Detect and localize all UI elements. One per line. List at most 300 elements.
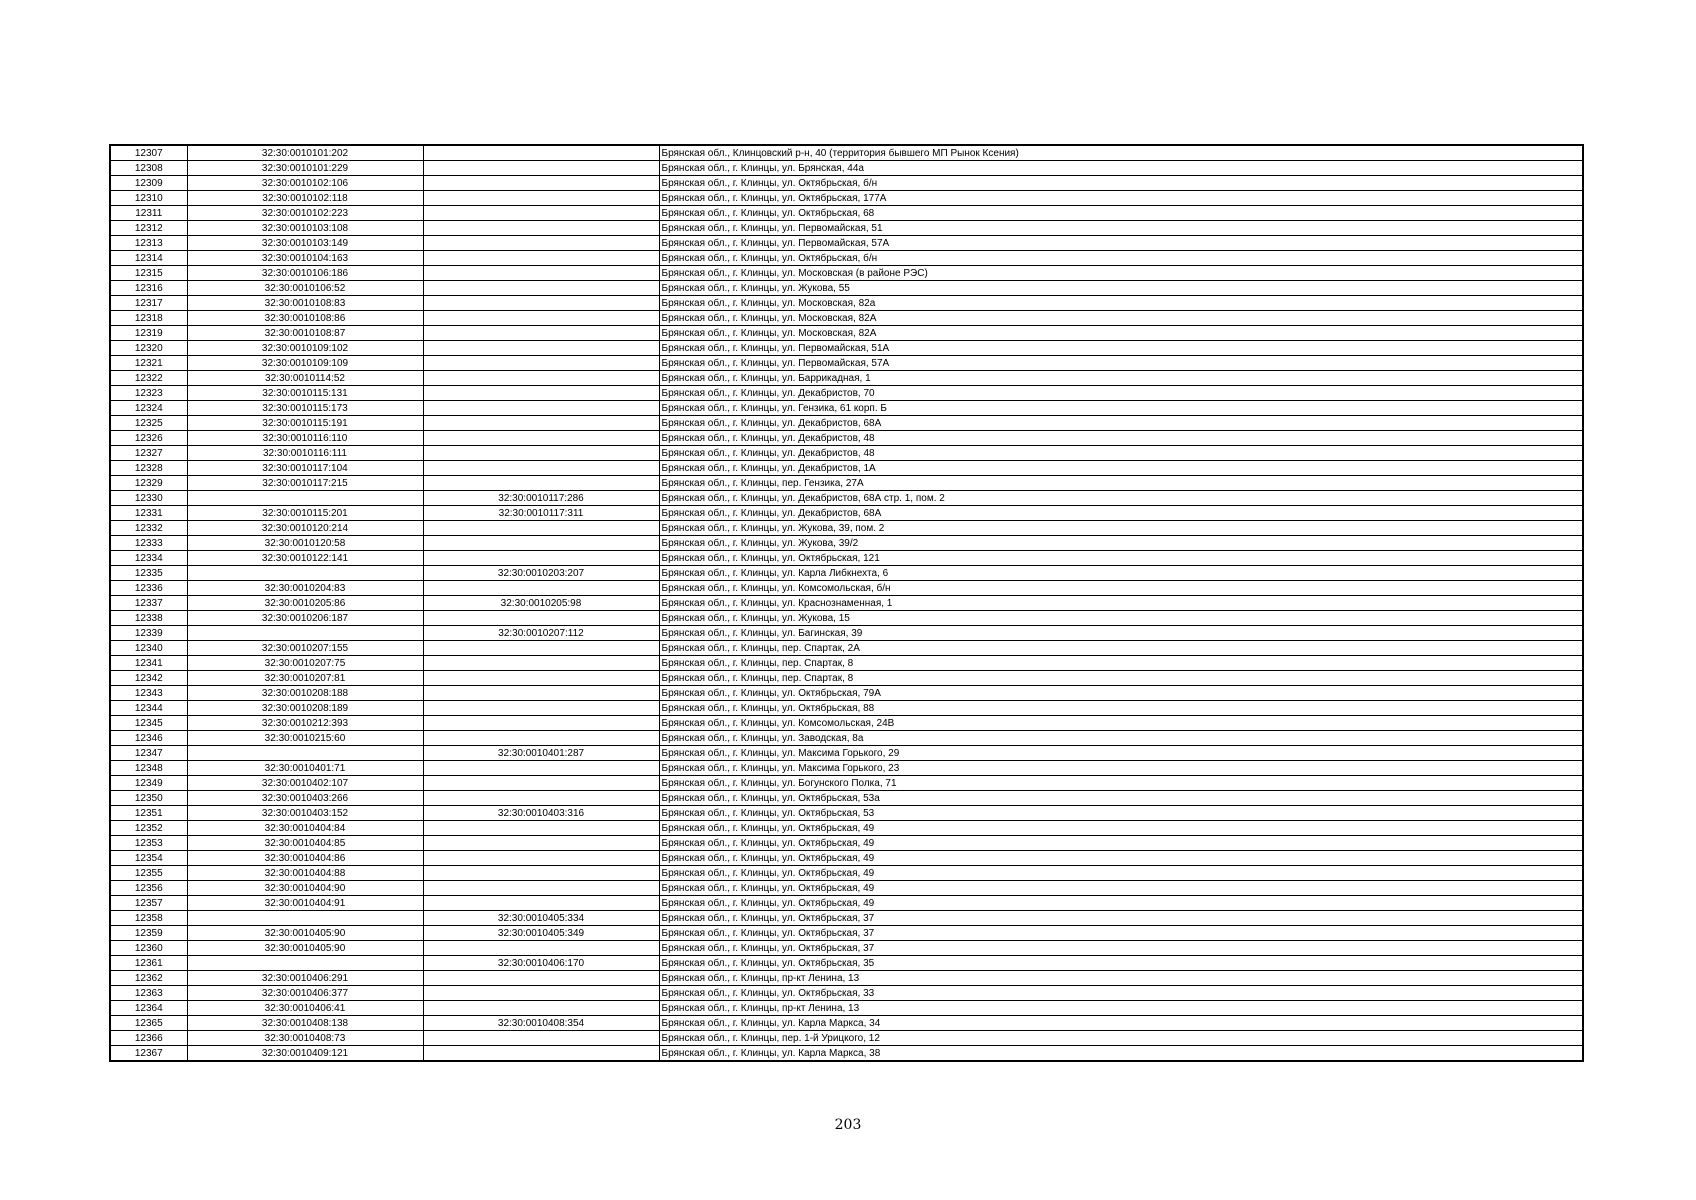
table-row (110, 761, 1583, 776)
table-row (110, 716, 1583, 731)
address-cell: Брянская обл., г. Клинцы, ул. Московская, 82а (659, 296, 1583, 311)
table-row (110, 821, 1583, 836)
cadastral-number-cell: 32:30:0010205:86 (187, 596, 423, 611)
address-cell: Брянская обл., г. Клинцы, ул. Декабристов, 1А (659, 461, 1583, 476)
related-cadastral-number-cell (423, 476, 659, 491)
row-number-cell: 12364 (110, 1001, 187, 1016)
table-row (110, 866, 1583, 881)
cadastral-number-cell: 32:30:0010115:173 (187, 401, 423, 416)
address-cell: Брянская обл., г. Клинцы, ул. Октябрьская, 68 (659, 206, 1583, 221)
row-number-cell: 12362 (110, 971, 187, 986)
related-cadastral-number-cell (423, 266, 659, 281)
table-row (110, 341, 1583, 356)
table-row (110, 656, 1583, 671)
row-number-cell: 12309 (110, 176, 187, 191)
address-cell: Брянская обл., г. Клинцы, ул. Краснознаменная, 1 (659, 596, 1583, 611)
related-cadastral-number-cell (423, 251, 659, 266)
cadastral-number-cell: 32:30:0010204:83 (187, 581, 423, 596)
row-number-cell: 12311 (110, 206, 187, 221)
address-cell: Брянская обл., г. Клинцы, ул. Октябрьская, 121 (659, 551, 1583, 566)
cadastral-number-cell: 32:30:0010109:102 (187, 341, 423, 356)
related-cadastral-number-cell: 32:30:0010117:286 (423, 491, 659, 506)
table-row (110, 1031, 1583, 1046)
related-cadastral-number-cell (423, 176, 659, 191)
cadastral-number-cell: 32:30:0010212:393 (187, 716, 423, 731)
cadastral-number-cell: 32:30:0010403:266 (187, 791, 423, 806)
related-cadastral-number-cell (423, 191, 659, 206)
address-cell: Брянская обл., г. Клинцы, ул. Карла Либкнехта, 6 (659, 566, 1583, 581)
row-number-cell: 12345 (110, 716, 187, 731)
address-cell: Брянская обл., г. Клинцы, ул. Октябрьская, 53 (659, 806, 1583, 821)
related-cadastral-number-cell (423, 941, 659, 956)
table-row (110, 911, 1583, 926)
related-cadastral-number-cell (423, 236, 659, 251)
address-cell: Брянская обл., г. Клинцы, ул. Октябрьская, 79А (659, 686, 1583, 701)
related-cadastral-number-cell (423, 551, 659, 566)
address-cell: Брянская обл., г. Клинцы, ул. Декабристов, 68А стр. 1, пом. 2 (659, 491, 1583, 506)
related-cadastral-number-cell (423, 716, 659, 731)
related-cadastral-number-cell: 32:30:0010203:207 (423, 566, 659, 581)
address-cell: Брянская обл., г. Клинцы, ул. Максима Горького, 23 (659, 761, 1583, 776)
table-row (110, 536, 1583, 551)
address-cell: Брянская обл., г. Клинцы, ул. Октябрьская, 35 (659, 956, 1583, 971)
cadastral-number-cell: 32:30:0010404:88 (187, 866, 423, 881)
row-number-cell: 12360 (110, 941, 187, 956)
related-cadastral-number-cell: 32:30:0010405:334 (423, 911, 659, 926)
cadastral-number-cell: 32:30:0010102:223 (187, 206, 423, 221)
related-cadastral-number-cell (423, 896, 659, 911)
related-cadastral-number-cell (423, 431, 659, 446)
row-number-cell: 12320 (110, 341, 187, 356)
related-cadastral-number-cell (423, 701, 659, 716)
row-number-cell: 12335 (110, 566, 187, 581)
cadastral-number-cell: 32:30:0010116:110 (187, 431, 423, 446)
related-cadastral-number-cell (423, 851, 659, 866)
table-row (110, 506, 1583, 521)
address-cell: Брянская обл., г. Клинцы, ул. Гензика, 61 корп. Б (659, 401, 1583, 416)
table-row (110, 446, 1583, 461)
cadastral-number-cell: 32:30:0010207:75 (187, 656, 423, 671)
row-number-cell: 12327 (110, 446, 187, 461)
related-cadastral-number-cell: 32:30:0010401:287 (423, 746, 659, 761)
row-number-cell: 12366 (110, 1031, 187, 1046)
cadastral-number-cell (187, 566, 423, 581)
cadastral-number-cell: 32:30:0010208:188 (187, 686, 423, 701)
table-row (110, 926, 1583, 941)
row-number-cell: 12333 (110, 536, 187, 551)
table-row (110, 971, 1583, 986)
address-cell: Брянская обл., г. Клинцы, ул. Московская, 82А (659, 326, 1583, 341)
table-row (110, 311, 1583, 326)
related-cadastral-number-cell (423, 776, 659, 791)
row-number-cell: 12326 (110, 431, 187, 446)
related-cadastral-number-cell (423, 1001, 659, 1016)
cadastral-number-cell: 32:30:0010115:201 (187, 506, 423, 521)
row-number-cell: 12350 (110, 791, 187, 806)
related-cadastral-number-cell (423, 371, 659, 386)
cadastral-number-cell: 32:30:0010403:152 (187, 806, 423, 821)
row-number-cell: 12358 (110, 911, 187, 926)
related-cadastral-number-cell (423, 881, 659, 896)
address-cell: Брянская обл., Клинцовский р-н, 40 (территория бывшего МП Рынок Ксения) (659, 145, 1583, 161)
address-cell: Брянская обл., г. Клинцы, пр-кт Ленина, 13 (659, 971, 1583, 986)
cadastral-number-cell: 32:30:0010108:86 (187, 311, 423, 326)
address-cell: Брянская обл., г. Клинцы, ул. Жукова, 55 (659, 281, 1583, 296)
address-cell: Брянская обл., г. Клинцы, пер. 1-й Урицкого, 12 (659, 1031, 1583, 1046)
related-cadastral-number-cell (423, 145, 659, 161)
cadastral-number-cell: 32:30:0010106:52 (187, 281, 423, 296)
related-cadastral-number-cell (423, 416, 659, 431)
cadastral-number-cell: 32:30:0010402:107 (187, 776, 423, 791)
cadastral-number-cell: 32:30:0010103:108 (187, 221, 423, 236)
cadastral-number-cell: 32:30:0010215:60 (187, 731, 423, 746)
table-row (110, 176, 1583, 191)
row-number-cell: 12313 (110, 236, 187, 251)
table-row (110, 206, 1583, 221)
row-number-cell: 12356 (110, 881, 187, 896)
table-row (110, 326, 1583, 341)
table-row (110, 1046, 1583, 1062)
address-cell: Брянская обл., г. Клинцы, ул. Октябрьская, 49 (659, 896, 1583, 911)
related-cadastral-number-cell (423, 401, 659, 416)
table-row (110, 431, 1583, 446)
cadastral-number-cell: 32:30:0010101:202 (187, 145, 423, 161)
cadastral-number-cell: 32:30:0010120:58 (187, 536, 423, 551)
row-number-cell: 12321 (110, 356, 187, 371)
table-row (110, 941, 1583, 956)
address-cell: Брянская обл., г. Клинцы, ул. Октябрьская, 37 (659, 911, 1583, 926)
row-number-cell: 12332 (110, 521, 187, 536)
table-row (110, 191, 1583, 206)
cadastral-number-cell (187, 626, 423, 641)
address-cell: Брянская обл., г. Клинцы, ул. Октябрьская, б/н (659, 251, 1583, 266)
cadastral-number-cell: 32:30:0010106:186 (187, 266, 423, 281)
related-cadastral-number-cell (423, 1031, 659, 1046)
related-cadastral-number-cell (423, 821, 659, 836)
row-number-cell: 12334 (110, 551, 187, 566)
cadastral-number-cell: 32:30:0010109:109 (187, 356, 423, 371)
row-number-cell: 12363 (110, 986, 187, 1001)
address-cell: Брянская обл., г. Клинцы, пер. Спартак, 2А (659, 641, 1583, 656)
table-row (110, 596, 1583, 611)
related-cadastral-number-cell (423, 386, 659, 401)
row-number-cell: 12312 (110, 221, 187, 236)
cadastral-number-cell (187, 956, 423, 971)
address-cell: Брянская обл., г. Клинцы, ул. Первомайская, 51 (659, 221, 1583, 236)
cadastral-number-cell: 32:30:0010408:138 (187, 1016, 423, 1031)
related-cadastral-number-cell (423, 656, 659, 671)
related-cadastral-number-cell: 32:30:0010406:170 (423, 956, 659, 971)
row-number-cell: 12342 (110, 671, 187, 686)
address-cell: Брянская обл., г. Клинцы, ул. Декабристов, 68А (659, 416, 1583, 431)
address-cell: Брянская обл., г. Клинцы, ул. Брянская, 44а (659, 161, 1583, 176)
related-cadastral-number-cell (423, 446, 659, 461)
table-row (110, 881, 1583, 896)
table-row (110, 461, 1583, 476)
row-number-cell: 12340 (110, 641, 187, 656)
related-cadastral-number-cell (423, 326, 659, 341)
cadastral-number-cell: 32:30:0010120:214 (187, 521, 423, 536)
related-cadastral-number-cell (423, 296, 659, 311)
row-number-cell: 12357 (110, 896, 187, 911)
cadastral-number-cell (187, 911, 423, 926)
related-cadastral-number-cell (423, 311, 659, 326)
row-number-cell: 12347 (110, 746, 187, 761)
table-row (110, 776, 1583, 791)
table-row (110, 356, 1583, 371)
cadastral-number-cell: 32:30:0010122:141 (187, 551, 423, 566)
cadastral-number-cell: 32:30:0010208:189 (187, 701, 423, 716)
related-cadastral-number-cell (423, 206, 659, 221)
related-cadastral-number-cell: 32:30:0010405:349 (423, 926, 659, 941)
table-row (110, 956, 1583, 971)
address-cell: Брянская обл., г. Клинцы, пер. Спартак, 8 (659, 671, 1583, 686)
table-row (110, 416, 1583, 431)
row-number-cell: 12308 (110, 161, 187, 176)
address-cell: Брянская обл., г. Клинцы, ул. Карла Маркса, 38 (659, 1046, 1583, 1062)
row-number-cell: 12365 (110, 1016, 187, 1031)
related-cadastral-number-cell (423, 686, 659, 701)
related-cadastral-number-cell: 32:30:0010205:98 (423, 596, 659, 611)
cadastral-number-cell: 32:30:0010406:377 (187, 986, 423, 1001)
row-number-cell: 12325 (110, 416, 187, 431)
row-number-cell: 12324 (110, 401, 187, 416)
registry-table (109, 144, 1584, 1062)
address-cell: Брянская обл., г. Клинцы, ул. Карла Маркса, 34 (659, 1016, 1583, 1031)
table-row (110, 1016, 1583, 1031)
address-cell: Брянская обл., г. Клинцы, ул. Комсомольская, б/н (659, 581, 1583, 596)
address-cell: Брянская обл., г. Клинцы, ул. Декабристов, 68А (659, 506, 1583, 521)
row-number-cell: 12339 (110, 626, 187, 641)
address-cell: Брянская обл., г. Клинцы, ул. Максима Горького, 29 (659, 746, 1583, 761)
cadastral-number-cell (187, 491, 423, 506)
related-cadastral-number-cell: 32:30:0010117:311 (423, 506, 659, 521)
cadastral-number-cell: 32:30:0010405:90 (187, 941, 423, 956)
row-number-cell: 12346 (110, 731, 187, 746)
cadastral-number-cell: 32:30:0010206:187 (187, 611, 423, 626)
row-number-cell: 12359 (110, 926, 187, 941)
row-number-cell: 12307 (110, 145, 187, 161)
related-cadastral-number-cell (423, 611, 659, 626)
cadastral-number-cell (187, 746, 423, 761)
row-number-cell: 12330 (110, 491, 187, 506)
row-number-cell: 12353 (110, 836, 187, 851)
address-cell: Брянская обл., г. Клинцы, пер. Гензика, 27А (659, 476, 1583, 491)
table-row (110, 986, 1583, 1001)
cadastral-number-cell: 32:30:0010116:111 (187, 446, 423, 461)
address-cell: Брянская обл., г. Клинцы, пер. Спартак, 8 (659, 656, 1583, 671)
row-number-cell: 12319 (110, 326, 187, 341)
address-cell: Брянская обл., г. Клинцы, ул. Жукова, 15 (659, 611, 1583, 626)
row-number-cell: 12354 (110, 851, 187, 866)
address-cell: Брянская обл., г. Клинцы, ул. Баррикадная, 1 (659, 371, 1583, 386)
cadastral-number-cell: 32:30:0010115:131 (187, 386, 423, 401)
related-cadastral-number-cell (423, 521, 659, 536)
row-number-cell: 12348 (110, 761, 187, 776)
row-number-cell: 12315 (110, 266, 187, 281)
related-cadastral-number-cell (423, 356, 659, 371)
cadastral-number-cell: 32:30:0010108:87 (187, 326, 423, 341)
cadastral-number-cell: 32:30:0010104:163 (187, 251, 423, 266)
related-cadastral-number-cell: 32:30:0010403:316 (423, 806, 659, 821)
address-cell: Брянская обл., г. Клинцы, ул. Первомайская, 57А (659, 356, 1583, 371)
row-number-cell: 12336 (110, 581, 187, 596)
address-cell: Брянская обл., г. Клинцы, ул. Октябрьская, 37 (659, 941, 1583, 956)
row-number-cell: 12331 (110, 506, 187, 521)
related-cadastral-number-cell (423, 986, 659, 1001)
table-row (110, 731, 1583, 746)
address-cell: Брянская обл., г. Клинцы, ул. Октябрьская, 177А (659, 191, 1583, 206)
registry-table-body (110, 145, 1583, 1061)
address-cell: Брянская обл., г. Клинцы, ул. Комсомольская, 24В (659, 716, 1583, 731)
cadastral-number-cell: 32:30:0010207:155 (187, 641, 423, 656)
table-row (110, 281, 1583, 296)
row-number-cell: 12310 (110, 191, 187, 206)
related-cadastral-number-cell (423, 461, 659, 476)
row-number-cell: 12344 (110, 701, 187, 716)
address-cell: Брянская обл., г. Клинцы, ул. Октябрьская, 49 (659, 866, 1583, 881)
row-number-cell: 12314 (110, 251, 187, 266)
related-cadastral-number-cell: 32:30:0010408:354 (423, 1016, 659, 1031)
table-row (110, 401, 1583, 416)
address-cell: Брянская обл., г. Клинцы, ул. Богунского Полка, 71 (659, 776, 1583, 791)
address-cell: Брянская обл., г. Клинцы, ул. Октябрьская, 88 (659, 701, 1583, 716)
row-number-cell: 12361 (110, 956, 187, 971)
table-row (110, 791, 1583, 806)
address-cell: Брянская обл., г. Клинцы, ул. Первомайская, 57А (659, 236, 1583, 251)
cadastral-number-cell: 32:30:0010406:41 (187, 1001, 423, 1016)
cadastral-number-cell: 32:30:0010404:86 (187, 851, 423, 866)
cadastral-number-cell: 32:30:0010117:104 (187, 461, 423, 476)
related-cadastral-number-cell (423, 536, 659, 551)
table-row (110, 626, 1583, 641)
address-cell: Брянская обл., г. Клинцы, ул. Московская, 82А (659, 311, 1583, 326)
table-row (110, 671, 1583, 686)
address-cell: Брянская обл., г. Клинцы, ул. Багинская, 39 (659, 626, 1583, 641)
table-row (110, 236, 1583, 251)
row-number-cell: 12318 (110, 311, 187, 326)
table-row (110, 221, 1583, 236)
cadastral-number-cell: 32:30:0010117:215 (187, 476, 423, 491)
row-number-cell: 12323 (110, 386, 187, 401)
related-cadastral-number-cell (423, 581, 659, 596)
row-number-cell: 12351 (110, 806, 187, 821)
table-row (110, 806, 1583, 821)
table-row (110, 521, 1583, 536)
table-row (110, 1001, 1583, 1016)
table-row (110, 686, 1583, 701)
cadastral-number-cell: 32:30:0010401:71 (187, 761, 423, 776)
address-cell: Брянская обл., г. Клинцы, ул. Декабристов, 48 (659, 431, 1583, 446)
page-number: 203 (834, 1117, 862, 1133)
address-cell: Брянская обл., г. Клинцы, ул. Октябрьская, 37 (659, 926, 1583, 941)
table-row (110, 371, 1583, 386)
table-row (110, 611, 1583, 626)
cadastral-number-cell: 32:30:0010108:83 (187, 296, 423, 311)
address-cell: Брянская обл., г. Клинцы, ул. Первомайская, 51А (659, 341, 1583, 356)
related-cadastral-number-cell (423, 866, 659, 881)
row-number-cell: 12328 (110, 461, 187, 476)
table-row (110, 581, 1583, 596)
table-row (110, 251, 1583, 266)
table-row (110, 551, 1583, 566)
row-number-cell: 12349 (110, 776, 187, 791)
related-cadastral-number-cell (423, 671, 659, 686)
related-cadastral-number-cell (423, 731, 659, 746)
table-row (110, 145, 1583, 161)
cadastral-number-cell: 32:30:0010101:229 (187, 161, 423, 176)
row-number-cell: 12343 (110, 686, 187, 701)
related-cadastral-number-cell (423, 161, 659, 176)
row-number-cell: 12316 (110, 281, 187, 296)
cadastral-number-cell: 32:30:0010405:90 (187, 926, 423, 941)
cadastral-number-cell: 32:30:0010404:90 (187, 881, 423, 896)
address-cell: Брянская обл., г. Клинцы, ул. Октябрьская, 49 (659, 881, 1583, 896)
row-number-cell: 12338 (110, 611, 187, 626)
cadastral-number-cell: 32:30:0010102:106 (187, 176, 423, 191)
table-row (110, 746, 1583, 761)
table-row (110, 296, 1583, 311)
row-number-cell: 12317 (110, 296, 187, 311)
related-cadastral-number-cell (423, 836, 659, 851)
related-cadastral-number-cell (423, 341, 659, 356)
cadastral-number-cell: 32:30:0010102:118 (187, 191, 423, 206)
table-row (110, 851, 1583, 866)
table-row (110, 641, 1583, 656)
table-row (110, 266, 1583, 281)
table-row (110, 896, 1583, 911)
address-cell: Брянская обл., г. Клинцы, ул. Декабристов, 70 (659, 386, 1583, 401)
table-row (110, 476, 1583, 491)
related-cadastral-number-cell (423, 761, 659, 776)
related-cadastral-number-cell (423, 1046, 659, 1062)
address-cell: Брянская обл., г. Клинцы, ул. Заводская, 8а (659, 731, 1583, 746)
related-cadastral-number-cell (423, 221, 659, 236)
address-cell: Брянская обл., г. Клинцы, ул. Октябрьская, 49 (659, 851, 1583, 866)
row-number-cell: 12355 (110, 866, 187, 881)
address-cell: Брянская обл., г. Клинцы, ул. Октябрьская, 49 (659, 821, 1583, 836)
related-cadastral-number-cell (423, 971, 659, 986)
table-row (110, 566, 1583, 581)
cadastral-number-cell: 32:30:0010114:52 (187, 371, 423, 386)
table-row (110, 161, 1583, 176)
address-cell: Брянская обл., г. Клинцы, ул. Жукова, 39, пом. 2 (659, 521, 1583, 536)
address-cell: Брянская обл., г. Клинцы, ул. Жукова, 39/2 (659, 536, 1583, 551)
table-row (110, 836, 1583, 851)
related-cadastral-number-cell: 32:30:0010207:112 (423, 626, 659, 641)
related-cadastral-number-cell (423, 281, 659, 296)
cadastral-number-cell: 32:30:0010404:84 (187, 821, 423, 836)
table-row (110, 701, 1583, 716)
cadastral-number-cell: 32:30:0010408:73 (187, 1031, 423, 1046)
related-cadastral-number-cell (423, 641, 659, 656)
table-row (110, 491, 1583, 506)
related-cadastral-number-cell (423, 791, 659, 806)
row-number-cell: 12352 (110, 821, 187, 836)
cadastral-number-cell: 32:30:0010103:149 (187, 236, 423, 251)
address-cell: Брянская обл., г. Клинцы, ул. Московская (в районе РЭС) (659, 266, 1583, 281)
table-row (110, 386, 1583, 401)
address-cell: Брянская обл., г. Клинцы, ул. Декабристов, 48 (659, 446, 1583, 461)
row-number-cell: 12367 (110, 1046, 187, 1062)
row-number-cell: 12337 (110, 596, 187, 611)
row-number-cell: 12329 (110, 476, 187, 491)
cadastral-number-cell: 32:30:0010409:121 (187, 1046, 423, 1062)
address-cell: Брянская обл., г. Клинцы, ул. Октябрьская, б/н (659, 176, 1583, 191)
address-cell: Брянская обл., г. Клинцы, пр-кт Ленина, 13 (659, 1001, 1583, 1016)
cadastral-number-cell: 32:30:0010404:91 (187, 896, 423, 911)
cadastral-number-cell: 32:30:0010404:85 (187, 836, 423, 851)
